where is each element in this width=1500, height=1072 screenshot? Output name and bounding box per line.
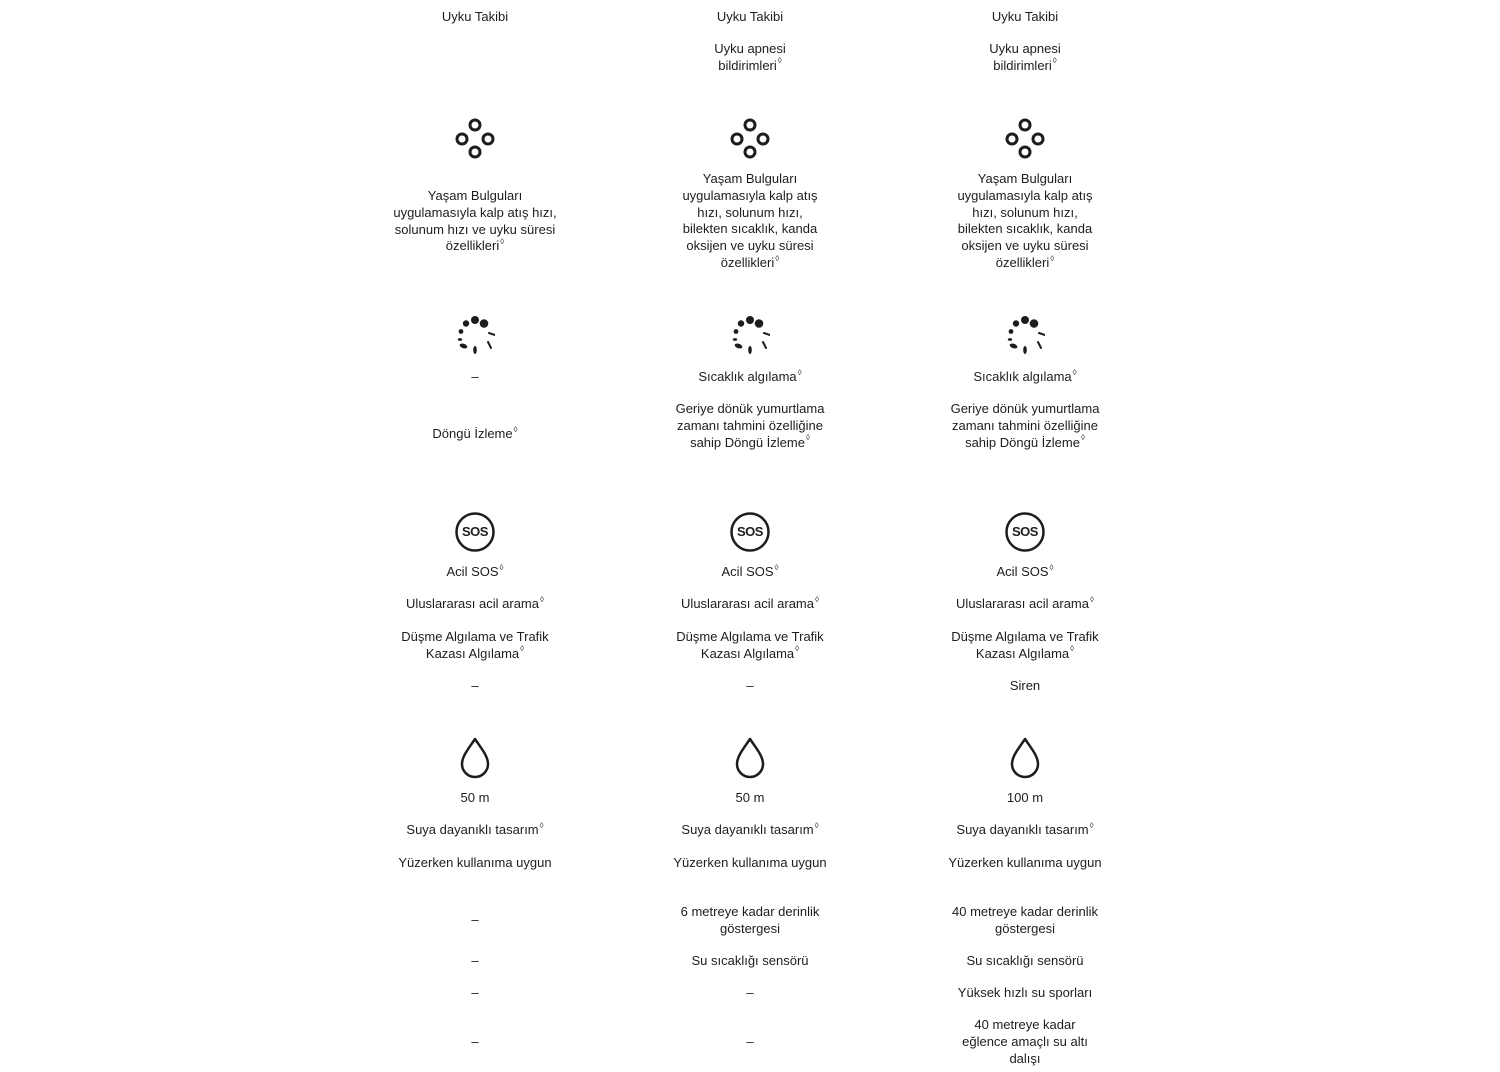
sos-icon [455, 512, 495, 552]
sleep-tracking-label: Uyku Takibi [716, 9, 784, 24]
international-emergency-label: Uluslararası acil arama◊ [956, 594, 1094, 611]
high-speed-water-sports-label: – [746, 985, 754, 1000]
depth-gauge-label: – [471, 912, 479, 927]
swim-proof-label: Yüzerken kullanıma uygun [948, 855, 1102, 870]
cycle-tracking-icon [455, 315, 495, 357]
water-depth-label: 100 m [1006, 790, 1044, 805]
depth-gauge-label: 40 metreye kadar derinlik göstergesi [952, 904, 1098, 936]
water-drop-icon [730, 737, 770, 779]
recreational-diving-label: 40 metreye kadar eğlence amaçlı su altı dalışı [962, 1017, 1088, 1066]
water-depth-label: 50 m [735, 790, 765, 805]
cycle-tracking-label: Döngü İzleme◊ [432, 424, 518, 441]
vitals-icon [455, 118, 495, 160]
depth-gauge-label: 6 metreye kadar derinlik göstergesi [680, 904, 820, 936]
vitals-description: Yaşam Bulguları uygulamasıyla kalp atış hızı, solunum hızı, bilekten sıcaklık, kanda oksijen ve uyku süresi özellikleri◊ [682, 171, 818, 270]
water-depth-label: 50 m [460, 790, 490, 805]
siren-label: Siren [1009, 678, 1041, 693]
high-speed-water-sports-label: Yüksek hızlı su sporları [957, 985, 1093, 1000]
sleep-apnea-label: Uyku apnesi bildirimleri◊ [714, 41, 786, 73]
water-resistant-label: Suya dayanıklı tasarım◊ [681, 820, 819, 837]
emergency-sos-label: Acil SOS◊ [996, 562, 1054, 579]
high-speed-water-sports-label: – [471, 985, 479, 1000]
siren-label: – [471, 678, 479, 693]
vitals-icon [730, 118, 770, 160]
sleep-apnea-label: Uyku apnesi bildirimleri◊ [989, 41, 1061, 73]
sos-icon-label: SOS [1012, 524, 1038, 539]
sleep-tracking-label: Uyku Takibi [991, 9, 1059, 24]
sos-icon [730, 512, 770, 552]
emergency-sos-label: Acil SOS◊ [446, 562, 504, 579]
fall-crash-detection-label: Düşme Algılama ve Trafik Kazası Algılama◊ [676, 629, 824, 661]
cycle-tracking-label: Geriye dönük yumurtlama zamanı tahmini özelliğine sahip Döngü İzleme◊ [675, 401, 825, 450]
cycle-tracking-label: Geriye dönük yumurtlama zamanı tahmini özelliğine sahip Döngü İzleme◊ [950, 401, 1100, 450]
vitals-description: Yaşam Bulguları uygulamasıyla kalp atış hızı, solunum hızı, bilekten sıcaklık, kanda oksijen ve uyku süresi özellikleri◊ [957, 171, 1093, 270]
vitals-description: Yaşam Bulguları uygulamasıyla kalp atış hızı, solunum hızı ve uyku süresi özellikleri◊ [393, 188, 557, 254]
temperature-sensing-label: Sıcaklık algılama◊ [698, 367, 802, 384]
international-emergency-label: Uluslararası acil arama◊ [406, 594, 544, 611]
water-temp-sensor-label: – [471, 953, 479, 968]
sos-icon-label: SOS [462, 524, 488, 539]
water-resistant-label: Suya dayanıklı tasarım◊ [406, 820, 544, 837]
emergency-sos-label: Acil SOS◊ [721, 562, 779, 579]
water-drop-icon [455, 737, 495, 779]
recreational-diving-label: – [471, 1034, 479, 1049]
recreational-diving-label: – [746, 1034, 754, 1049]
water-temp-sensor-label: Su sıcaklığı sensörü [691, 953, 809, 968]
cycle-tracking-icon [1005, 315, 1045, 357]
sos-icon-label: SOS [737, 524, 763, 539]
swim-proof-label: Yüzerken kullanıma uygun [398, 855, 552, 870]
swim-proof-label: Yüzerken kullanıma uygun [673, 855, 827, 870]
sleep-tracking-label: Uyku Takibi [441, 9, 509, 24]
water-drop-icon [1005, 737, 1045, 779]
water-resistant-label: Suya dayanıklı tasarım◊ [956, 820, 1094, 837]
vitals-icon [1005, 118, 1045, 160]
cycle-tracking-icon [730, 315, 770, 357]
fall-crash-detection-label: Düşme Algılama ve Trafik Kazası Algılama◊ [951, 629, 1099, 661]
fall-crash-detection-label: Düşme Algılama ve Trafik Kazası Algılama◊ [401, 629, 549, 661]
water-temp-sensor-label: Su sıcaklığı sensörü [966, 953, 1084, 968]
international-emergency-label: Uluslararası acil arama◊ [681, 594, 819, 611]
temperature-sensing-label: – [471, 369, 479, 384]
siren-label: – [746, 678, 754, 693]
sos-icon [1005, 512, 1045, 552]
temperature-sensing-label: Sıcaklık algılama◊ [973, 367, 1077, 384]
